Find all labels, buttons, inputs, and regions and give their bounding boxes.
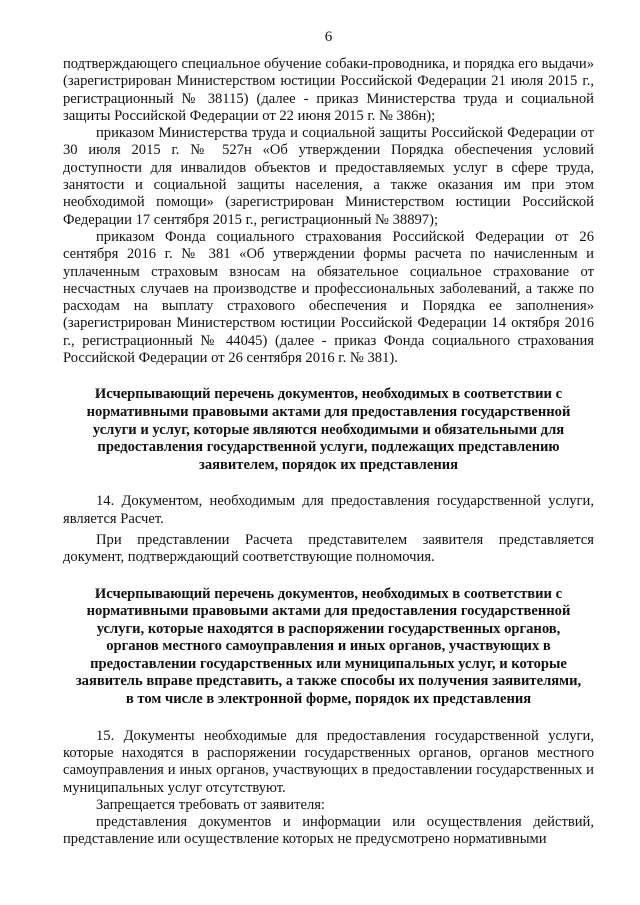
paragraph-continuation: подтверждающего специальное обучение собаки-проводника, и порядка его выдачи» (зарегистрирован Министерством юстиции Российской Федерации 21 июля 2015 г., регистрационный № 38115) (далее - приказ Министерства труда и социальной защиты Российской Федерации от 22 июня 2015 г. № 386н); xyxy=(63,56,594,124)
paragraph-item-15: 15. Документы необходимые для предоставления государственной услуги, которые находятся в распоряжении государственных органов, органов местного самоуправления и иных органов, участвующих в предоставлении государственных и муниципальных услуг отсутствуют. xyxy=(63,727,594,796)
paragraph-order-527n: приказом Министерства труда и социальной защиты Российской Федерации от 30 июля 2015 г. № 527н «Об утверждении Порядка обеспечения условий доступности для инвалидов объектов и предоставляемых услуг в сфере труда, занятости и социальной защиты населения, а также оказания им при этом необходимой помощи» (зарегистрирован Министерством юстиции Российской Федерации 17 сентября 2015 г., регистрационный № 38897); xyxy=(63,125,594,228)
section-heading-interagency-documents: Исчерпывающий перечень документов, необходимых в соответствии с нормативными правовыми актами для предоставления государственной услуги, которые находятся в распоряжении государственных органов, органов местного самоуправления и иных органов, участвующих в предоставлении государственных или муниципальных услуг, и которые заявитель вправе представить, а также способы их получения заявителями, в том числе в электронной форме, порядок их представления xyxy=(75,585,582,708)
document-page xyxy=(63,28,594,849)
page-number: 6 xyxy=(324,29,333,45)
paragraph-prohibition: Запрещается требовать от заявителя: xyxy=(96,796,325,813)
paragraph-prohibition-item: представления документов и информации или осуществления действий, представление или осуществление которых не предусмотрено нормативными xyxy=(63,814,594,848)
paragraph-order-381: приказом Фонда социального страхования Российской Федерации от 26 сентября 2016 г. № 381 «Об утверждении формы расчета по начисленным и уплаченным страховым взносам на обязательное социальное страхование от несчастных случаев на производстве и профессиональных заболеваний, а также по расходам на выплату страхового обеспечения и Порядка ее заполнения» (зарегистрирован Министерством юстиции Российской Федерации 14 октября 2016 г., регистрационный № 44045) (далее - приказ Фонда социального страхования Российской Федерации от 26 сентября 2016 г. № 381). xyxy=(63,228,594,367)
paragraph-item-14: 14. Документом, необходимым для предоставления государственной услуги, является Расчет. xyxy=(63,493,594,527)
paragraph-representative: При представлении Расчета представителем заявителя представляется документ, подтверждающий соответствующие полномочия. xyxy=(63,531,594,566)
section-heading-required-documents: Исчерпывающий перечень документов, необходимых в соответствии с нормативными правовыми актами для предоставления государственной услуги и услуг, которые являются необходимыми и обязательными для предоставления государственной услуги, подлежащих представлению заявителем, порядок их представления xyxy=(86,386,571,473)
